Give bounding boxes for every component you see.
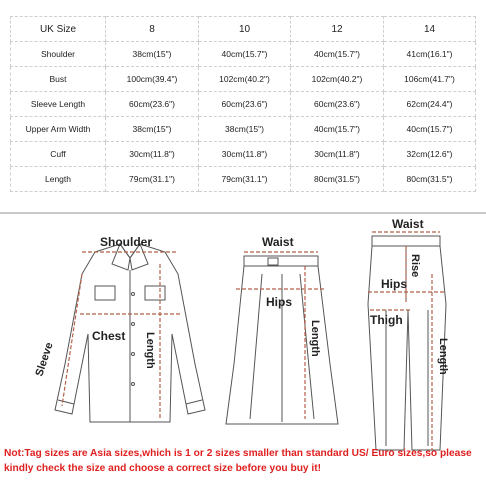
table-cell: 100cm(39.4") <box>106 67 199 92</box>
row-label: Length <box>11 167 106 192</box>
table-cell: 102cm(40.2") <box>199 67 291 92</box>
table-cell: 38cm(15") <box>106 42 199 67</box>
pants-waist-label: Waist <box>392 217 424 231</box>
header-cell: UK Size <box>11 17 106 42</box>
header-cell: 10 <box>199 17 291 42</box>
table-cell: 30cm(11.8") <box>199 142 291 167</box>
table-row <box>11 142 476 167</box>
table-row <box>11 92 476 117</box>
row-label: Cuff <box>11 142 106 167</box>
table-header-row <box>11 17 476 42</box>
table-cell: 79cm(31.1") <box>199 167 291 192</box>
table-row <box>11 67 476 92</box>
row-label: Shoulder <box>11 42 106 67</box>
shirt-illustration <box>55 244 205 422</box>
shirt-shoulder-label: Shoulder <box>100 235 153 249</box>
table-cell: 38cm(15") <box>199 117 291 142</box>
skirt-waist-label: Waist <box>262 235 294 249</box>
measurement-diagrams <box>0 214 486 460</box>
pants-length-label: Length <box>437 338 449 375</box>
table-cell: 41cm(16.1") <box>384 42 476 67</box>
table-cell: 80cm(31.5") <box>291 167 384 192</box>
table-cell: 62cm(24.4") <box>384 92 476 117</box>
table-cell: 30cm(11.8") <box>291 142 384 167</box>
pants-illustration <box>368 236 446 450</box>
table-cell: 30cm(11.8") <box>106 142 199 167</box>
size-note: Not:Tag sizes are Asia sizes,which is 1 or 2 sizes smaller than standard US/ Euro sizes,so please kindly check the size and choose a correct size before you buy it! <box>4 448 472 474</box>
table-cell: 38cm(15") <box>106 117 199 142</box>
shirt-chest-label: Chest <box>92 329 126 343</box>
table-row <box>11 42 476 67</box>
table-cell: 40cm(15.7") <box>291 117 384 142</box>
table-cell: 80cm(31.5") <box>384 167 476 192</box>
shirt-sleeve-label: Sleeve <box>33 341 56 378</box>
pants-thigh-label: Thigh <box>370 313 403 327</box>
row-label: Bust <box>11 67 106 92</box>
table-cell: 60cm(23.6") <box>199 92 291 117</box>
pants-hips-label: Hips <box>381 277 408 291</box>
table-cell: 79cm(31.1") <box>106 167 199 192</box>
table-cell: 102cm(40.2") <box>291 67 384 92</box>
table-cell: 60cm(23.6") <box>106 92 199 117</box>
header-cell: 14 <box>384 17 476 42</box>
table-row <box>11 117 476 142</box>
row-label: Sleeve Length <box>11 92 106 117</box>
shirt-length-label: Length <box>144 332 156 369</box>
table-cell: 32cm(12.6") <box>384 142 476 167</box>
skirt-hips-label: Hips <box>266 295 293 309</box>
table-cell: 40cm(15.7") <box>384 117 476 142</box>
skirt-length-label: Length <box>309 320 321 357</box>
table-row <box>11 167 476 192</box>
table-cell: 40cm(15.7") <box>291 42 384 67</box>
row-label: Upper Arm Width <box>11 117 106 142</box>
size-chart-table <box>10 16 476 192</box>
header-cell: 12 <box>291 17 384 42</box>
table-cell: 40cm(15.7") <box>199 42 291 67</box>
table-cell: 106cm(41.7") <box>384 67 476 92</box>
table-cell: 60cm(23.6") <box>291 92 384 117</box>
header-cell: 8 <box>106 17 199 42</box>
pants-rise-label: Rise <box>409 254 421 278</box>
